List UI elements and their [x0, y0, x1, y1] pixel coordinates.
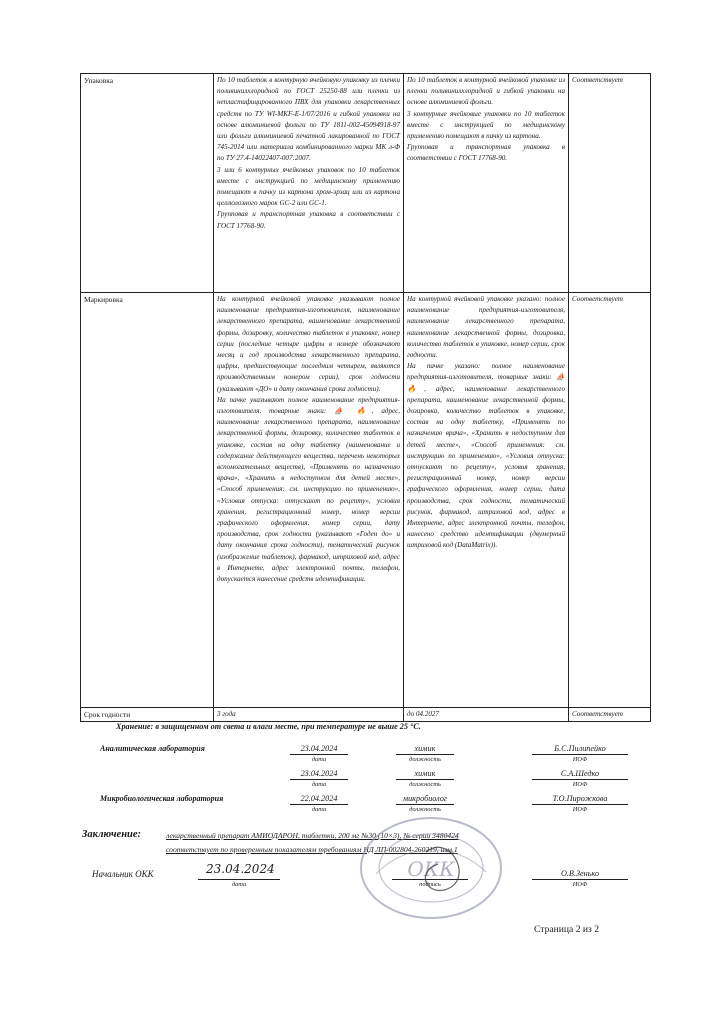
caption-date: дата — [311, 781, 327, 788]
sign-position: микробиолог — [396, 793, 454, 805]
caption-position: должность — [409, 806, 441, 813]
sign-name: С.А.Шедко — [532, 768, 628, 780]
param-cell: Срок годности — [81, 708, 214, 722]
caption-date: дата — [311, 806, 327, 813]
caption-name: ИОФ — [572, 756, 588, 763]
result-text: Групповая и транспортная упаковка в соответствии с ГОСТ 17768-90. — [407, 143, 565, 163]
storage-conditions: Хранение: в защищенном от света и влаги месте, при температуре не выше 25 °C. — [116, 722, 421, 731]
requirement-cell — [214, 293, 404, 708]
sign-name: Т.О.Пирожкова — [532, 793, 628, 805]
table-row — [81, 708, 651, 722]
caption-position: должность — [409, 781, 441, 788]
requirement-text: На контурной ячейковой упаковке указывают полное наименование предприятия-изготовителя, наименование лекарственного препарата, наименование лекарственной формы, дозировку, количество таблеток в упаковке, номер серии (последние четыре цифры в номере обозначают месяц и год производства лекарственного препарата, цифры, предшествующие последним четырем, являются производственным номером серии), срок годности (указывают «ДО» и дату окончания срока годности). — [217, 295, 400, 393]
requirement-text: По 10 таблеток в контурную ячейковую упаковку из пленки поливинилхлоридной по ГОСТ 25250-88 или пленки из непластифицированного ПВХ для упаковки лекарственных средств по ТУ WI-MKF-E-1/07/2016 и гибкой упаковки на основе алюминиевой фольги по ТУ 1811-002-45094918-97 или фольги алюминиевой печатной лакированной по ГОСТ 745-2014 или материала комбинированного марки МК л-Ф по ТУ 27.4-14022407-007:2007. — [217, 76, 400, 163]
sign-date: 23.04.2024 — [290, 743, 348, 755]
requirement-text: 3 или 6 контурных ячейковых упаковок по 10 таблеток вместе с инструкцией по медицинскому применению помещают в пачку из картона хром-эрзац или из картона целлюлозного марок GC-2 или GC-1. — [217, 165, 400, 208]
result-text: 3 контурные ячейковые упаковки по 10 таблеток вместе с инструкцией по медицинскому применению помещают в пачку из картона. — [407, 109, 565, 141]
param-cell: Упаковка — [81, 74, 214, 293]
conclusion-line: лекарственный препарат АМИОДАРОН, таблетки, 200 мг №30 (10×3), № серии 3480424 — [166, 831, 459, 840]
caption-name: ИОФ — [572, 781, 588, 788]
head-label: Начальник ОКК — [92, 869, 154, 879]
lab-label: Аналитическая лаборатория — [100, 744, 205, 753]
sign-date: 22.04.2024 — [290, 793, 348, 805]
caption-name: ИОФ — [572, 806, 588, 813]
conclusion-line: соответствует по проверенным показателям требованиям НД ЛП-002804-260219, изм.1 — [166, 845, 458, 854]
caption-signature: подпись — [419, 881, 441, 888]
caption-date: дата — [231, 881, 247, 888]
conclusion-cell: Соответствует — [569, 293, 651, 708]
conclusion-cell: Соответствует — [569, 74, 651, 293]
sign-position: химик — [396, 743, 454, 755]
result-cell — [404, 74, 569, 293]
lab-label: Микробиологическая лаборатория — [100, 794, 224, 803]
caption-date: дата — [311, 756, 327, 763]
result-text: На пачке указано: полное наименование предприятия-изготовителя, товарные знаки: ⛵ 🔥, адрес, наименование лекарственного препарата, наименование лекарственной формы, дозировка, количество таблеток в упаковке, состав на одну таблетку, «Применять по назначению врача», «Хранить в недоступном для детей месте», «Способ применения: см. инструкцию по применению», «Условия отпуска: отпускают по рецепту», условия хранения, регистрационный номер, номер версии графического оформления, номер серии, дата производства, срок годности, тематический рисунок, фармакод, штриховой код, адрес в Интернете, адрес электронной почты, телефон, нанесено средство идентификации (двумерный штриховой код (DataMatrix)). — [407, 362, 565, 550]
spec-table — [80, 73, 651, 722]
result-text: По 10 таблеток в контурной ячейковой упаковке из пленки поливинилхлоридной и гибкой упаковки на основе алюминиевой фольги. — [407, 76, 565, 107]
head-date-line — [198, 862, 280, 880]
sign-position: химик — [396, 768, 454, 780]
page-number: Страница 2 из 2 — [534, 924, 600, 935]
conclusion-label: Заключение: — [82, 829, 142, 840]
stamp-label: ОКК — [407, 857, 455, 881]
stamp-seal — [356, 812, 506, 924]
conclusion-cell: Соответствует — [569, 708, 651, 722]
requirement-cell: 3 года — [214, 708, 404, 722]
caption-name: ИОФ — [572, 881, 588, 888]
head-name: О.В.Зенько — [532, 868, 628, 880]
requirement-text: На пачке указывают полное наименование предприятия-изготовителя, товарные знаки: ⛵ 🔥, адрес, наименование лекарственного препарата, наименование лекарственной формы, дозировку, количество таблеток в упаковке, состав на одну таблетку (наименование и содержание действующего вещества, перечень некоторых вспомогательных веществ), «Применять по назначению врача», «Хранить в недоступном для детей месте», «Способ применения: см. инструкцию по применению», «Условия отпуска: отпускают по рецепту», условия хранения, регистрационный номер, номер версии графического оформления, номер серии, дату производства, срок годности (указывают «Годен до» и дату окончания срока годности), тематический рисунок (изображение таблеток), фармакод, штриховой код, адрес в Интернете, адрес электронной почты, телефон, допускается нанесение средств идентификации. — [217, 395, 400, 584]
result-cell — [404, 293, 569, 708]
requirement-cell — [214, 74, 404, 293]
caption-position: должность — [409, 756, 441, 763]
table-row — [81, 74, 651, 293]
sign-name: Б.С.Пилипейко — [532, 743, 628, 755]
head-date-handwritten: 23.04.2024 — [206, 862, 275, 876]
table-row — [81, 293, 651, 708]
result-text: На контурной ячейковой упаковке указано: полное наименование предприятия-изготовителя, наименование лекарственного препарата, наименование лекарственной формы, дозировка, количество таблеток в упаковке, номер серии, срок годности. — [407, 295, 565, 360]
sign-date: 23.04.2024 — [290, 768, 348, 780]
requirement-text: Групповая и транспортная упаковка в соответствии с ГОСТ 17768-90. — [217, 210, 400, 230]
param-cell: Маркировка — [81, 293, 214, 708]
result-cell: до 04.2027 — [404, 708, 569, 722]
